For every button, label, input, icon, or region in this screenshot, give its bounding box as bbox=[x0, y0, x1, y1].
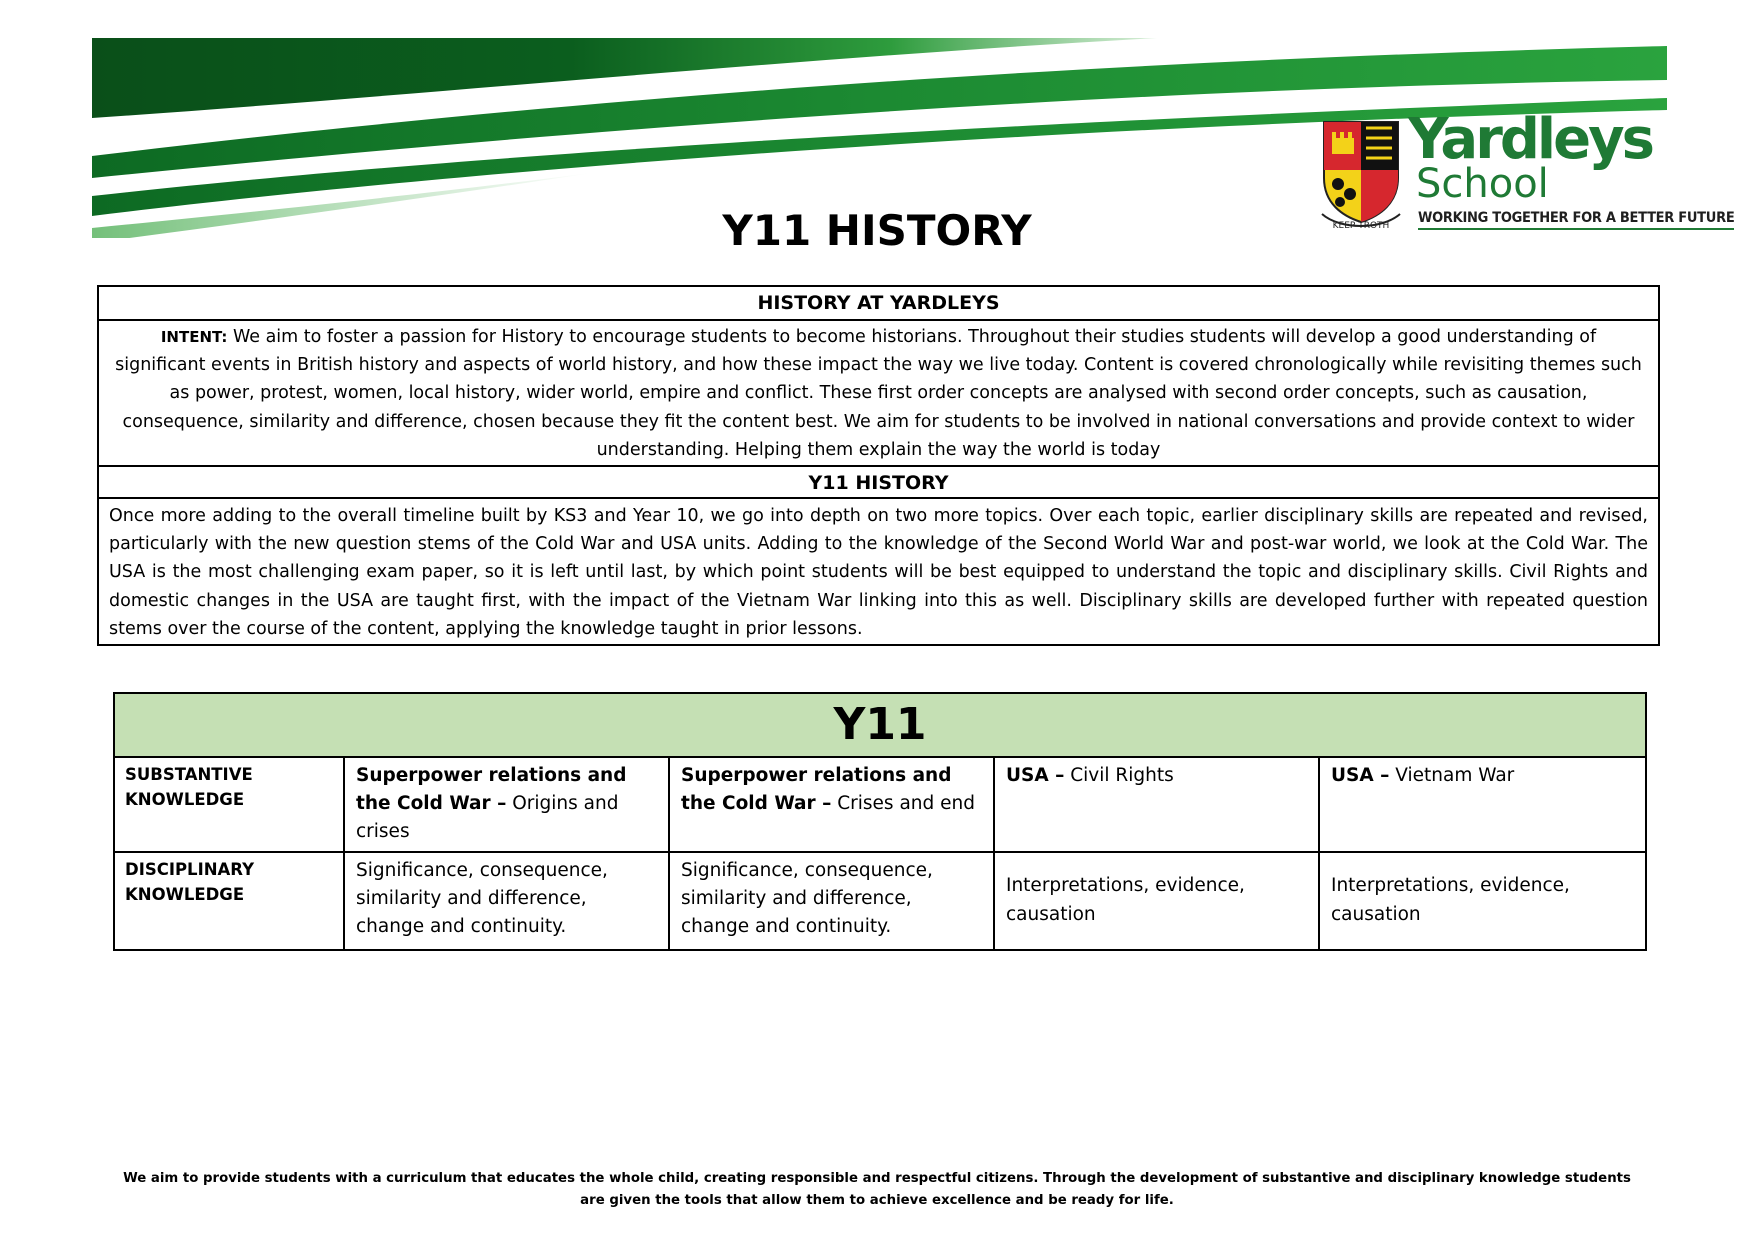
y11-history-heading: Y11 HISTORY bbox=[99, 465, 1658, 499]
substantive-cell: USA – Vietnam War bbox=[1319, 757, 1646, 852]
intent-text: We aim to foster a passion for History to encourage students to become historians. Throughout their studies students will develop a good understanding of significant events in British history and aspects of world history, and how these impact the way we live today. Content is covered chronologically while revisiting themes such as power, protest, women, local history, wider world, empire and conflict. These first order concepts are analysed with second order concepts, such as causation, consequence, similarity and difference, chosen because they fit the content best. We aim for students to be involved in national conversations and provide context to wider understanding. Helping them explain the way the world is today bbox=[115, 327, 1642, 460]
footer-text: We aim to provide students with a curriculum that educates the whole child, creating responsible and respectful citizens. Through the development of substantive and disciplinary knowledge students are given the tools that allow them to achieve excellence and be ready for life. bbox=[123, 1171, 1631, 1208]
y11-paragraph: Once more adding to the overall timeline built by KS3 and Year 10, we go into depth on two more topics. Over each topic, earlier disciplinary skills are repeated and revised, particularly with the new question stems of the Cold War and USA units. Adding to the knowledge of the Second World War and post-war world, we look at the Cold War. The USA is the most challenging exam paper, so it is left until last, by which point students will be best equipped to understand the topic and disciplinary skills. Civil Rights and domestic changes in the USA are taught first, with the impact of the Vietnam War linking into this as well. Disciplinary skills are developed further with repeated question stems over the course of the content, applying the knowledge taught in prior lessons. bbox=[109, 506, 1648, 639]
intent-label: INTENT: bbox=[160, 328, 228, 346]
curriculum-table bbox=[113, 692, 1647, 951]
logo-name: Yardleys bbox=[1408, 107, 1652, 172]
substantive-label: SUBSTANTIVE KNOWLEDGE bbox=[114, 757, 344, 852]
disciplinary-label: DISCIPLINARY KNOWLEDGE bbox=[114, 852, 344, 950]
disciplinary-cell: Significance, consequence, similarity and difference, change and continuity. bbox=[344, 852, 669, 950]
logo-tagline: WORKING TOGETHER FOR A BETTER FUTURE bbox=[1418, 210, 1734, 230]
substantive-cell: Superpower relations and the Cold War – Crises and end bbox=[669, 757, 994, 852]
history-heading: HISTORY AT YARDLEYS bbox=[99, 287, 1658, 321]
disciplinary-cell: Significance, consequence, similarity and difference, change and continuity. bbox=[669, 852, 994, 950]
substantive-cell: USA – Civil Rights bbox=[994, 757, 1319, 852]
logo-school: School bbox=[1416, 161, 1549, 207]
table-row bbox=[114, 757, 1646, 852]
intro-box bbox=[97, 285, 1660, 646]
intent-paragraph bbox=[99, 321, 1658, 465]
substantive-cell: Superpower relations and the Cold War – Origins and crises bbox=[344, 757, 669, 852]
disciplinary-cell: Interpretations, evidence, causation bbox=[1319, 852, 1646, 950]
page-title: Y11 HISTORY bbox=[722, 206, 1032, 255]
disciplinary-cell: Interpretations, evidence, causation bbox=[994, 852, 1319, 950]
table-row bbox=[114, 852, 1646, 950]
year-header: Y11 bbox=[114, 693, 1646, 757]
crest-motto: KEEP TROTH bbox=[1332, 221, 1390, 230]
